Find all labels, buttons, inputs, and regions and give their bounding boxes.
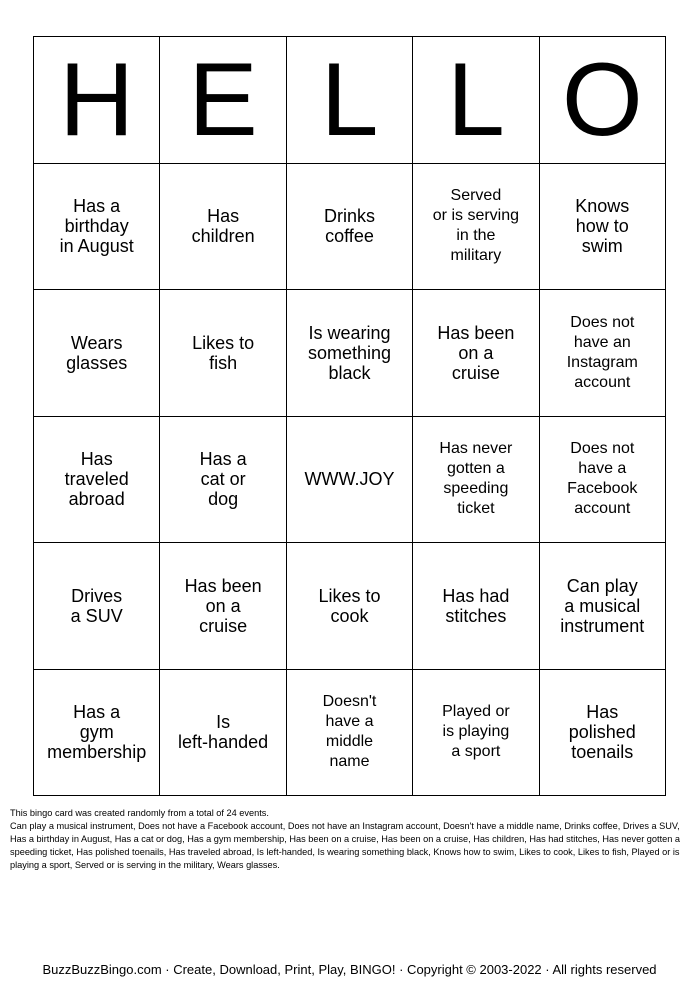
bingo-cell <box>34 417 160 544</box>
header-letter: E <box>160 37 286 164</box>
cell-text: Has been on a cruise <box>184 575 262 636</box>
cell-text: Has traveled abroad <box>64 449 129 510</box>
description-intro: This bingo card was created randomly from a total of 24 events. <box>10 808 269 818</box>
cell-text: Does not have an Instagram account <box>566 313 638 391</box>
cell-text: Likes to fish <box>192 332 255 373</box>
cell-text: Has a cat or dog <box>199 449 247 510</box>
bingo-cell <box>34 670 160 797</box>
bingo-cell <box>540 164 666 291</box>
cell-text: Played or is playing a sport <box>442 703 510 761</box>
cell-text: Has had stitches <box>442 585 510 626</box>
cell-text: Knows how to swim <box>575 196 630 257</box>
bingo-cell <box>34 543 160 670</box>
bingo-cell <box>287 290 413 417</box>
bingo-cell <box>287 543 413 670</box>
bingo-cell <box>413 164 539 291</box>
cell-text: Has children <box>191 206 255 247</box>
card-description <box>10 807 690 872</box>
cell-text: Served or is serving in the military <box>432 187 520 265</box>
header-letter: O <box>540 37 666 164</box>
bingo-cell <box>540 290 666 417</box>
bingo-cell <box>160 290 286 417</box>
header-letter: L <box>287 37 413 164</box>
cell-text: Is left-handed <box>178 712 269 753</box>
cell-text: Has a birthday in August <box>59 196 134 257</box>
bingo-card <box>33 36 666 796</box>
bingo-cell <box>34 164 160 291</box>
header-letter: H <box>34 37 160 164</box>
cell-text: Can play a musical instrument <box>560 575 645 636</box>
cell-text: Is wearing something black <box>307 322 392 383</box>
bingo-cell <box>540 670 666 797</box>
cell-text: Has a gym membership <box>47 702 147 763</box>
cell-text: Drives a SUV <box>70 585 123 626</box>
bingo-cell <box>540 543 666 670</box>
header-letter: L <box>413 37 539 164</box>
bingo-cell <box>160 164 286 291</box>
description-events: Can play a musical instrument, Does not have a Facebook account, Does not have an Instagram account, Doesn't have a middle name, Drinks coffee, Drives a SUV, Has a birthday in August, Has a cat or dog, Has a gym membership, Has been on a cruise, Has been on a cruise, Has children, Has had stitches, Has never gotten a speeding ticket, Has polished toenails, Has traveled abroad, Is left-handed, Is wearing something black, Knows how to swim, Likes to cook, Likes to fish, Played or is playing a sport, Served or is serving in the military, Wears glasses. <box>10 821 681 870</box>
bingo-cell <box>160 417 286 544</box>
bingo-cell <box>413 290 539 417</box>
bingo-cell <box>413 670 539 797</box>
bingo-cell <box>540 417 666 544</box>
cell-text: Has been on a cruise <box>437 322 515 383</box>
bingo-cell <box>287 670 413 797</box>
bingo-cell <box>160 670 286 797</box>
bingo-cell <box>160 543 286 670</box>
cell-text: Wears glasses <box>66 332 128 373</box>
cell-text: Likes to cook <box>318 585 381 626</box>
cell-text: Does not have a Facebook account <box>567 440 638 518</box>
bingo-cell <box>34 290 160 417</box>
footer: BuzzBuzzBingo.com · Create, Download, Print, Play, BINGO! · Copyright © 2003-2022 · All rights reserved <box>42 962 657 977</box>
cell-text: Has never gotten a speeding ticket <box>439 440 513 518</box>
cell-text: Doesn't have a middle name <box>322 693 377 771</box>
cell-text: WWW.JOY <box>304 469 395 490</box>
bingo-cell <box>287 164 413 291</box>
bingo-cell <box>413 543 539 670</box>
cell-text: Has polished toenails <box>568 702 636 763</box>
bingo-cell <box>413 417 539 544</box>
cell-text: Drinks coffee <box>323 206 375 247</box>
free-cell <box>287 417 413 544</box>
